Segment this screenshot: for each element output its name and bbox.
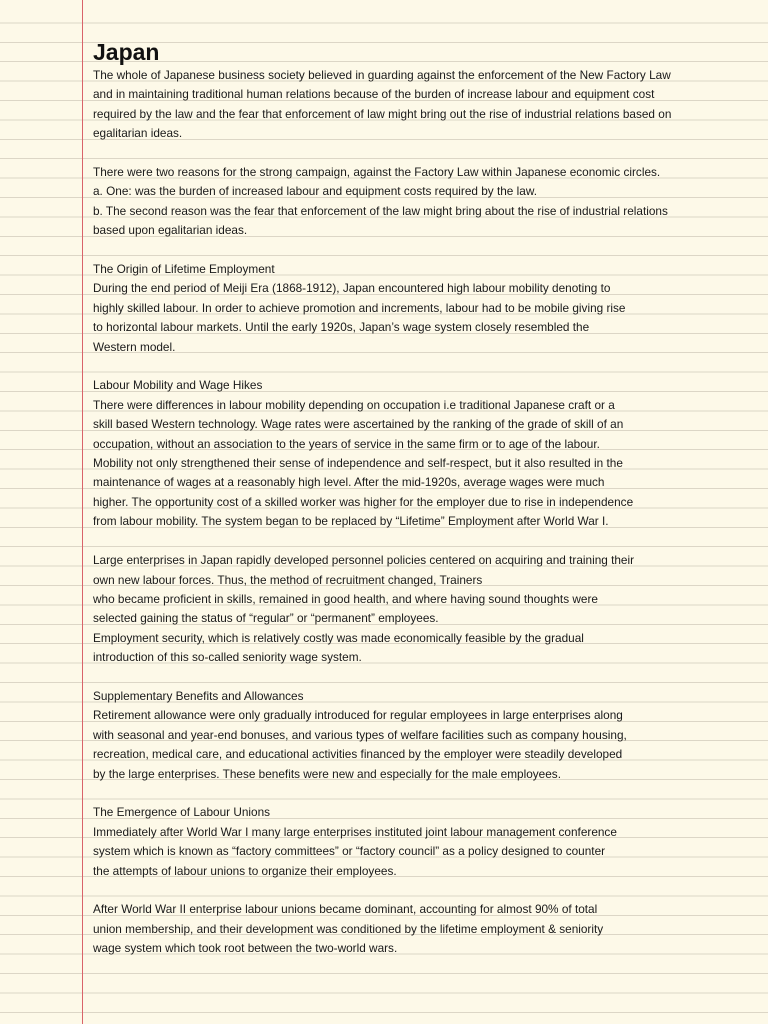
text-line: After World War II enterprise labour unions became dominant, accounting for almost 90% of total xyxy=(93,902,598,917)
text-line: b. The second reason was the fear that enforcement of the law might bring about the rise of industrial relations xyxy=(93,203,668,218)
text-line: a. One: was the burden of increased labour and equipment costs required by the law. xyxy=(93,184,537,199)
text-line: union membership, and their development was conditioned by the lifetime employment & seniority xyxy=(93,921,604,936)
section-heading: The Origin of Lifetime Employment xyxy=(93,262,275,277)
text-line: who became proficient in skills, remained in good health, and where having sound thoughts were xyxy=(93,591,598,606)
text-line: Western model. xyxy=(93,339,176,354)
paragraph-section xyxy=(93,900,733,958)
page-title: Japan xyxy=(93,39,160,65)
paragraph-section xyxy=(93,260,733,357)
text-line: Mobility not only strengthened their sense of independence and self-respect, but it also resulted in the xyxy=(93,456,623,471)
text-line: selected gaining the status of “regular” or “permanent” employees. xyxy=(93,611,439,626)
text-line: required by the law and the fear that enforcement of law might bring out the rise of industrial relations based on xyxy=(93,106,672,121)
text-line: higher. The opportunity cost of a skilled worker was higher for the employer due to rise in independence xyxy=(93,494,634,509)
text-line: highly skilled labour. In order to achieve promotion and increments, labour had to be mobile giving rise xyxy=(93,300,626,315)
text-line: egalitarian ideas. xyxy=(93,126,183,141)
text-line: introduction of this so-called seniority wage system. xyxy=(93,650,362,665)
text-line: Immediately after World War I many large enterprises instituted joint labour management conference xyxy=(93,824,617,839)
text-line: based upon egalitarian ideas. xyxy=(93,223,248,238)
text-line: to horizontal labour markets. Until the early 1920s, Japan’s wage system closely resembled the xyxy=(93,320,590,335)
text-line: and in maintaining traditional human relations because of the burden of increase labour and equipment cost xyxy=(93,87,655,102)
paragraph-section xyxy=(93,687,733,784)
text-line: There were differences in labour mobility depending on occupation i.e traditional Japanese craft or a xyxy=(93,397,615,412)
document-body xyxy=(93,38,733,978)
text-line: wage system which took root between the two-world wars. xyxy=(93,941,398,956)
paragraph-section xyxy=(93,66,733,144)
text-line: There were two reasons for the strong campaign, against the Factory Law within Japanese economic circles. xyxy=(93,165,661,180)
text-line: from labour mobility. The system began to be replaced by “Lifetime” Employment after World War I. xyxy=(93,514,609,529)
text-line: During the end period of Meiji Era (1868-1912), Japan encountered high labour mobility denoting to xyxy=(93,281,611,296)
paragraph-section xyxy=(93,376,733,531)
text-line: skill based Western technology. Wage rates were ascertained by the ranking of the grade of skill of an xyxy=(93,417,624,432)
section-heading: Labour Mobility and Wage Hikes xyxy=(93,378,263,393)
text-line: with seasonal and year-end bonuses, and various types of welfare facilities such as company housing, xyxy=(93,727,627,742)
text-line: recreation, medical care, and educational activities financed by the employer were steadily developed xyxy=(93,747,623,762)
sections-container xyxy=(93,66,733,959)
text-line: system which is known as “factory committees” or “factory council” as a policy designed to counter xyxy=(93,844,606,859)
section-heading: The Emergence of Labour Unions xyxy=(93,805,271,820)
paragraph-section xyxy=(93,163,733,241)
text-line: Employment security, which is relatively costly was made economically feasible by the gradual xyxy=(93,630,584,645)
text-line: maintenance of wages at a reasonably high level. After the mid-1920s, average wages were much xyxy=(93,475,605,490)
text-line: The whole of Japanese business society believed in guarding against the enforcement of the New Factory Law xyxy=(93,68,671,82)
text-line: Retirement allowance were only gradually introduced for regular employees in large enterprises along xyxy=(93,708,623,723)
text-line: occupation, without an association to the years of service in the same firm or to age of the labour. xyxy=(93,436,600,451)
paragraph-section xyxy=(93,803,733,881)
text-line: the attempts of labour unions to organize their employees. xyxy=(93,863,397,878)
text-line: own new labour forces. Thus, the method of recruitment changed, Trainers xyxy=(93,572,483,587)
text-line: by the large enterprises. These benefits were new and especially for the male employees. xyxy=(93,766,561,781)
paragraph-section xyxy=(93,551,733,667)
text-line: Large enterprises in Japan rapidly developed personnel policies centered on acquiring and training their xyxy=(93,553,635,568)
notebook-margin-line xyxy=(82,0,83,1024)
section-heading: Supplementary Benefits and Allowances xyxy=(93,688,304,703)
